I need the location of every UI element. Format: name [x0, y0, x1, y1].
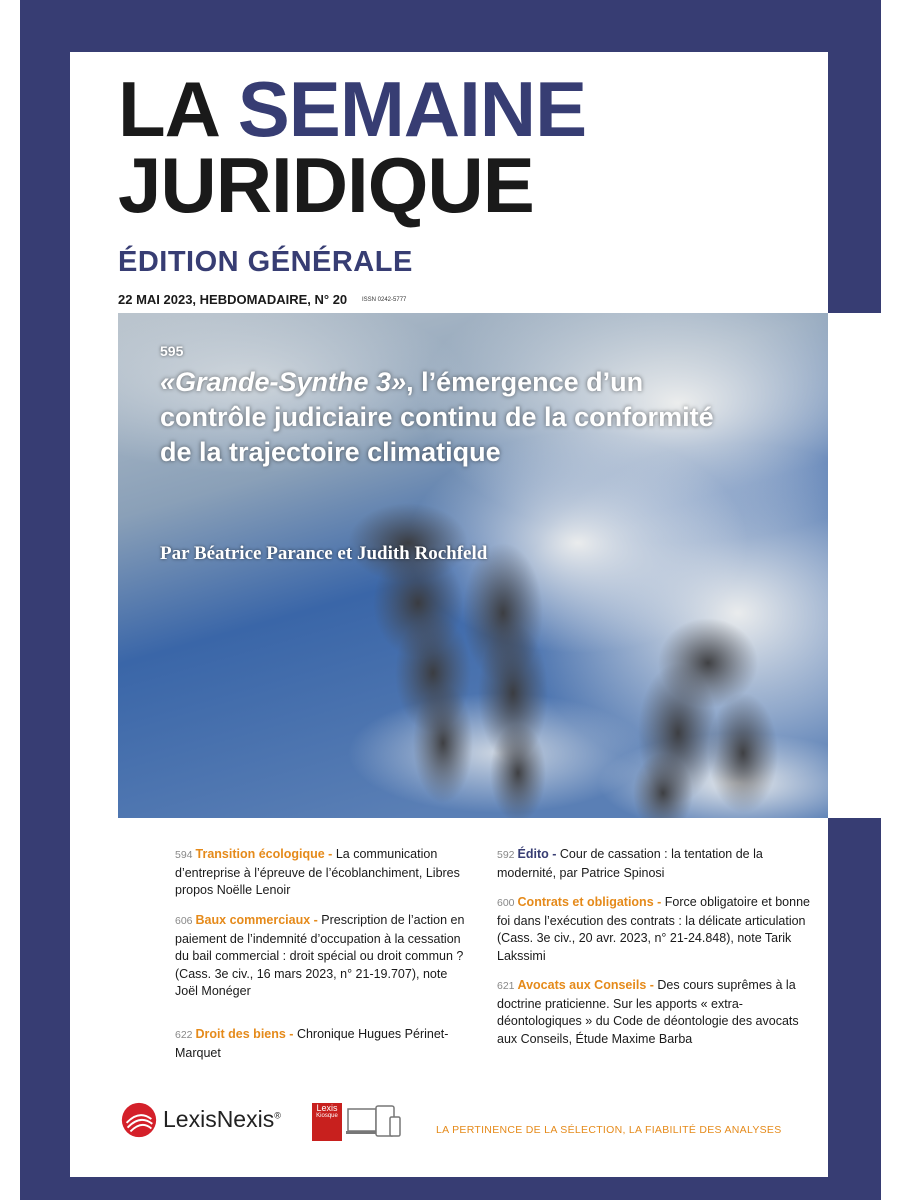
teaser-text: Force obligatoire et bonne foi dans l’exécution des contrats : la délicate articulation (Cass. 3e civ., 20 avr. 2023, n° 21-24.848), note Tarik Lakssimi [497, 895, 810, 963]
teaser-number: 622 [175, 1029, 193, 1041]
teaser-left-3[interactable] [175, 1026, 465, 1062]
issue-dateline: 22 MAI 2023, HEBDOMADAIRE, N° 20 [118, 292, 348, 307]
publisher-name: LexisNexis [163, 1106, 275, 1132]
teaser-text: Chronique Hugues Périnet-Marquet [175, 1027, 449, 1060]
teaser-text: Cour de cassation : la tentation de la modernité, par Patrice Spinosi [497, 847, 763, 880]
teaser-number: 600 [497, 897, 515, 909]
teaser-section: Contrats et obligations - [517, 895, 662, 909]
registered-mark: ® [274, 1110, 281, 1121]
lead-title-italic: «Grande-Synthe 3» [160, 367, 407, 397]
kiosque-line2: Kiosque [316, 1113, 338, 1119]
masthead-word-la: LA [118, 65, 218, 153]
issn-number: ISSN 0242-5777 [362, 297, 407, 303]
kiosque-line1: Lexis [316, 1103, 338, 1113]
teaser-right-2[interactable] [497, 894, 815, 965]
lead-article-number: 595 [160, 343, 184, 359]
teaser-section: Avocats aux Conseils - [517, 978, 654, 992]
cover-frame-left [20, 0, 70, 1200]
teaser-left-1[interactable] [175, 846, 465, 900]
lexis-kiosque-badge[interactable] [312, 1103, 342, 1141]
lead-title-rest: , l’émergence d’un contrôle judiciaire continu de la conformité de la trajectoire climatique [160, 367, 714, 467]
lead-article-title[interactable] [160, 365, 720, 470]
cover-frame-bottom [20, 1177, 881, 1200]
teaser-number: 592 [497, 849, 515, 861]
cover-frame-right [828, 0, 881, 313]
masthead-word-semaine: SEMAINE [237, 65, 587, 153]
masthead-title-line2: JURIDIQUE [118, 141, 534, 229]
teaser-section: Baux commerciaux - [195, 913, 318, 927]
teaser-section: Droit des biens - [195, 1027, 294, 1041]
teaser-number: 594 [175, 849, 193, 861]
cover-frame-top [20, 0, 881, 52]
masthead-title-line1 [118, 65, 587, 153]
teaser-text: La communication d’entreprise à l’épreuve de l’écoblanchiment, Libres propos Noëlle Lenoir [175, 847, 460, 897]
teaser-text: Des cours suprêmes à la doctrine praticienne. Sur les apports « extra-déontologiques » du Code de déontologie des avocats aux Conseils, Étude Maxime Barba [497, 978, 799, 1046]
lead-article-author: Par Béatrice Parance et Judith Rochfeld [160, 543, 488, 564]
brand-tagline: LA PERTINENCE DE LA SÉLECTION, LA FIABILITÉ DES ANALYSES [436, 1124, 782, 1136]
teaser-number: 606 [175, 915, 193, 927]
teaser-right-3[interactable] [497, 977, 815, 1048]
lexisnexis-logo-icon [118, 1100, 160, 1140]
teaser-text: Prescription de l’action en paiement de l’indemnité d’occupation à la cessation du bail commercial : droit spécial ou droit commun ? (Cass. 3e civ., 16 mars 2023, n° 21-19.707), note Joël Monéger [175, 913, 465, 998]
teaser-right-1[interactable] [497, 846, 815, 882]
teaser-section: Transition écologique - [195, 847, 333, 861]
teaser-left-2[interactable] [175, 912, 465, 1001]
teaser-section: Édito - [517, 847, 557, 861]
lead-article-hero[interactable] [118, 313, 828, 818]
teaser-number: 621 [497, 980, 515, 992]
cover-frame-right-lower [828, 818, 881, 1200]
publisher-wordmark [163, 1106, 281, 1133]
devices-icon [346, 1103, 402, 1143]
edition-label: ÉDITION GÉNÉRALE [118, 246, 413, 278]
